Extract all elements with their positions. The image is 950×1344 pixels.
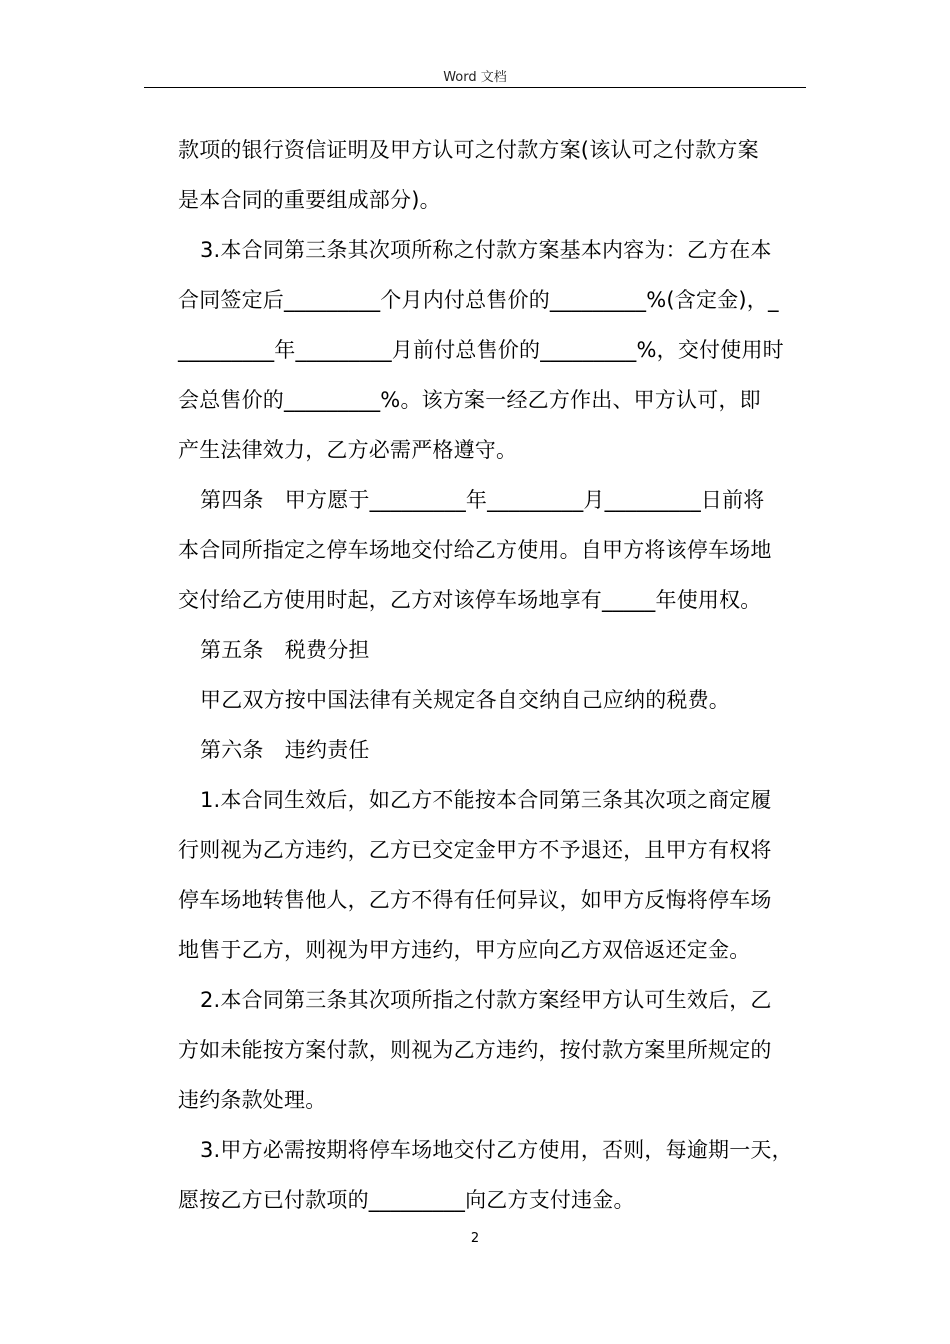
paragraph-line: 本合同所指定之停车场地交付给乙方使用。自甲方将该停车场地 — [178, 538, 772, 562]
paragraph-line: 3.本合同第三条其次项所称之付款方案基本内容为：乙方在本 — [200, 238, 772, 262]
paragraph-line: 愿按乙方已付款项的_________向乙方支付违金。 — [178, 1188, 635, 1212]
paragraph-line: 第四条 甲方愿于_________年_________月_________日前将 — [200, 488, 765, 512]
header-title: Word 文档 — [443, 70, 507, 85]
paragraph-line: 3.甲方必需按期将停车场地交付乙方使用，否则，每逾期一天， — [200, 1138, 793, 1162]
paragraph-line: 款项的银行资信证明及甲方认可之付款方案(该认可之付款方案 — [178, 138, 759, 162]
paragraph-line: 产生法律效力，乙方必需严格遵守。 — [178, 438, 518, 462]
paragraph-line: 方如未能按方案付款，则视为乙方违约，按付款方案里所规定的 — [178, 1038, 772, 1062]
paragraph-line: 是本合同的重要组成部分)。 — [178, 188, 441, 212]
paragraph-line: 停车场地转售他人，乙方不得有任何异议，如甲方反悔将停车场 — [178, 888, 772, 912]
paragraph-line: 地售于乙方，则视为甲方违约，甲方应向乙方双倍返还定金。 — [178, 938, 751, 962]
page-number: 2 — [470, 1231, 480, 1246]
paragraph-line: 会总售价的_________%。该方案一经乙方作出、甲方认可，即 — [178, 388, 761, 412]
paragraph-line: _________年_________月前付总售价的_________%，交付使用时 — [178, 338, 784, 362]
section-heading: 第五条 税费分担 — [200, 638, 370, 662]
paragraph-line: 违约条款处理。 — [178, 1088, 327, 1112]
paragraph-line: 1.本合同生效后，如乙方不能按本合同第三条其次项之商定履 — [200, 788, 772, 812]
header-divider — [144, 87, 806, 88]
paragraph-line: 交付给乙方使用时起，乙方对该停车场地享有_____年使用权。 — [178, 588, 762, 612]
section-heading: 第六条 违约责任 — [200, 738, 370, 762]
paragraph-line: 甲乙双方按中国法律有关规定各自交纳自己应纳的税费。 — [200, 688, 730, 712]
paragraph-line: 2.本合同第三条其次项所指之付款方案经甲方认可生效后，乙 — [200, 988, 772, 1012]
paragraph-line: 行则视为乙方违约，乙方已交定金甲方不予退还，且甲方有权将 — [178, 838, 772, 862]
document-body — [178, 125, 808, 1225]
paragraph-line: 合同签定后_________个月内付总售价的_________%(含定金)，_ — [178, 288, 779, 312]
